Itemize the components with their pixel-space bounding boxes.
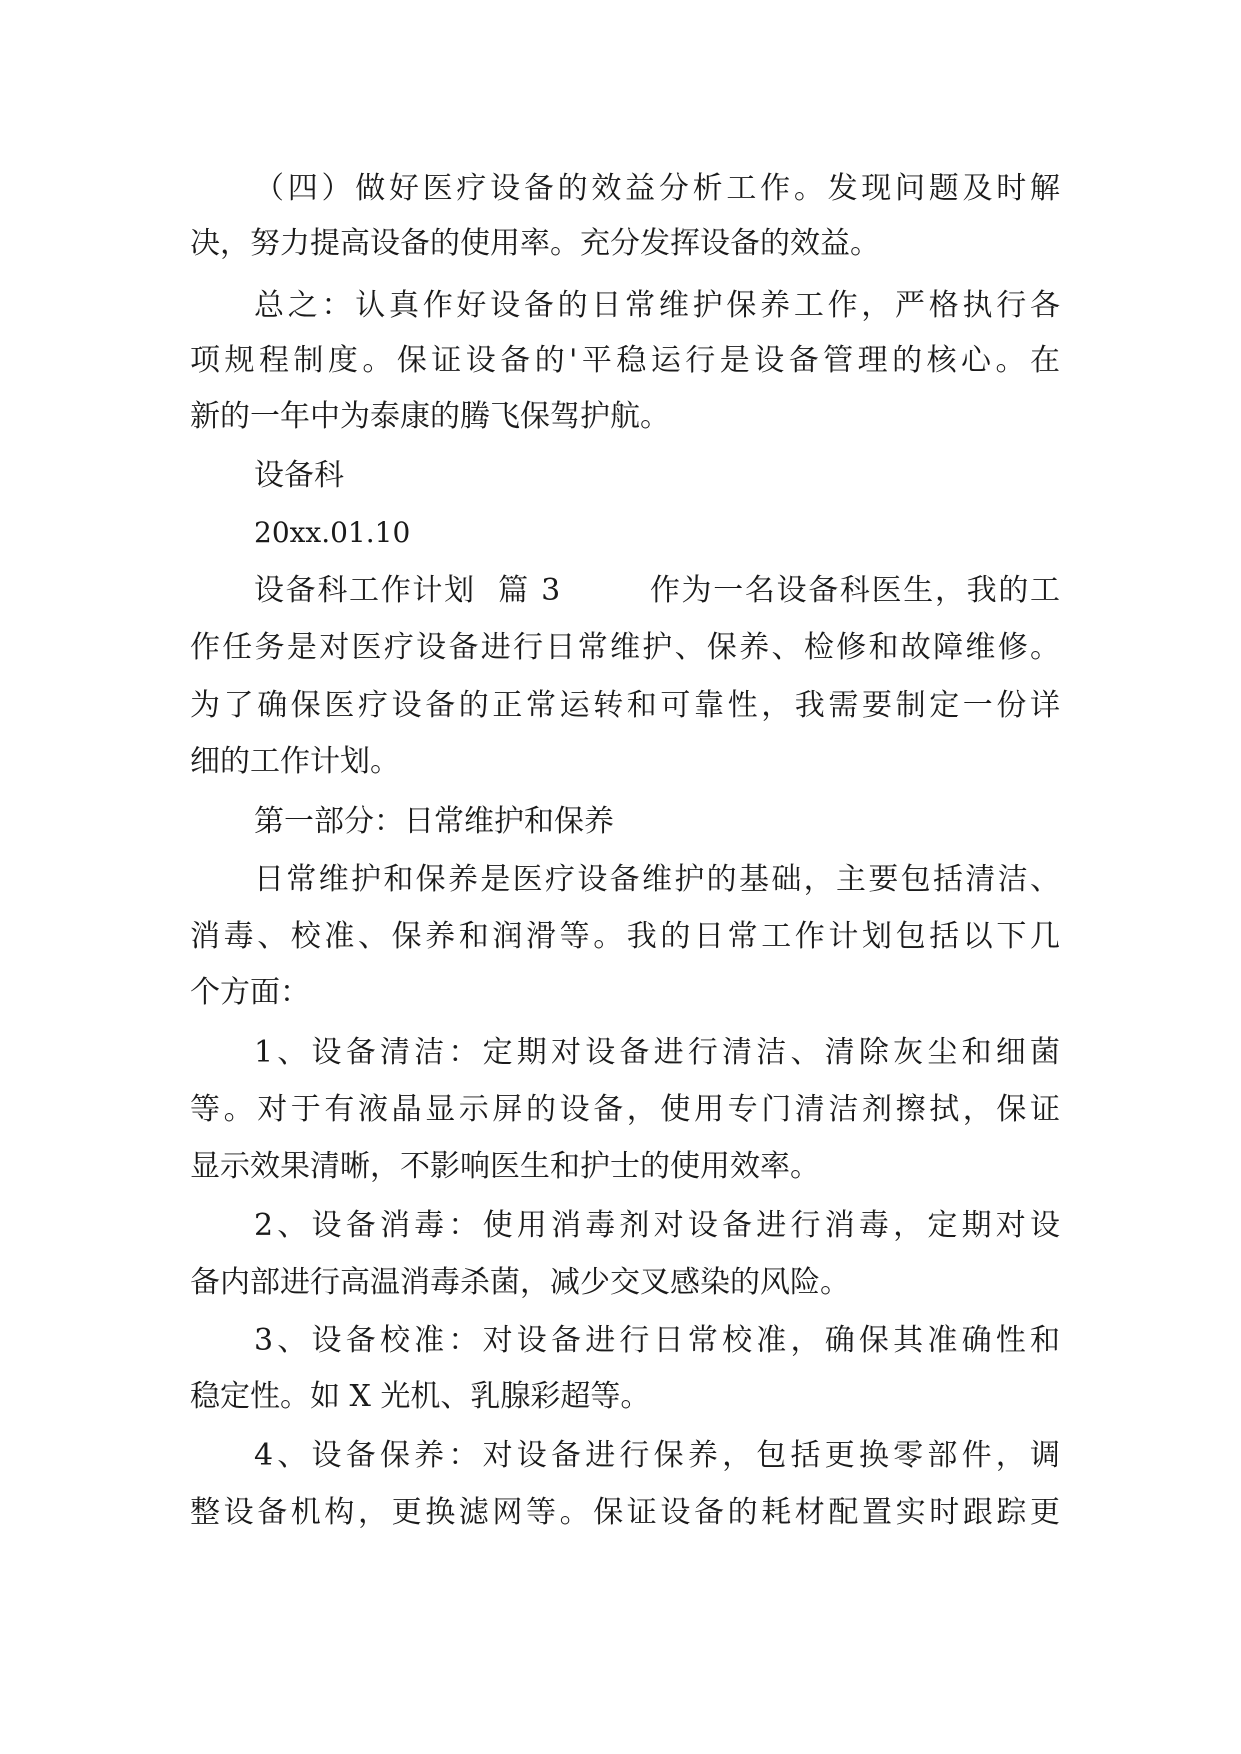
text-line: 个方面：	[190, 975, 310, 1010]
text-line: 4、设备保养：对设备进行保养，包括更换零部件，调	[254, 1438, 1060, 1473]
text-line: 20xx.01.10	[254, 516, 411, 549]
text-line: 为了确保医疗设备的正常运转和可靠性，我需要制定一份详	[190, 688, 1060, 723]
text-line: 日常维护和保养是医疗设备维护的基础，主要包括清洁、	[254, 862, 1060, 897]
text-line: 总之：认真作好设备的日常维护保养工作，严格执行各	[254, 288, 1060, 323]
text-line: 细的工作计划。	[190, 744, 400, 779]
text-line: 1、设备清洁：定期对设备进行清洁、清除灰尘和细菌	[254, 1035, 1060, 1070]
text-line: 等。对于有液晶显示屏的设备，使用专门清洁剂擦拭，保证	[190, 1092, 1060, 1127]
text-line: 备内部进行高温消毒杀菌，减少交叉感染的风险。	[190, 1265, 850, 1300]
text-line: 设备科	[254, 458, 344, 493]
text-line: 作任务是对医疗设备进行日常维护、保养、检修和故障维修。	[190, 630, 1060, 665]
text-line: 3、设备校准：对设备进行日常校准，确保其准确性和	[254, 1323, 1060, 1358]
text-line: 稳定性。如 X 光机、乳腺彩超等。	[190, 1379, 651, 1414]
text-line: 新的一年中为泰康的腾飞保驾护航。	[190, 399, 670, 434]
text-line: 第一部分：日常维护和保养	[254, 804, 614, 839]
text-line: 消毒、校准、保养和润滑等。我的日常工作计划包括以下几	[190, 919, 1060, 954]
text-line: （四）做好医疗设备的效益分析工作。发现问题及时解	[254, 171, 1060, 206]
text-line: 项规程制度。保证设备的'平稳运行是设备管理的核心。在	[190, 343, 1060, 378]
text-line: 决，努力提高设备的使用率。充分发挥设备的效益。	[190, 226, 880, 261]
text-line: 设备科工作计划 篇 3 作为一名设备科医生，我的工	[254, 573, 1060, 608]
text-line: 显示效果清晰，不影响医生和护士的使用效率。	[190, 1149, 820, 1184]
text-line: 整设备机构，更换滤网等。保证设备的耗材配置实时跟踪更	[190, 1495, 1060, 1530]
text-line: 2、设备消毒：使用消毒剂对设备进行消毒，定期对设	[254, 1208, 1060, 1243]
